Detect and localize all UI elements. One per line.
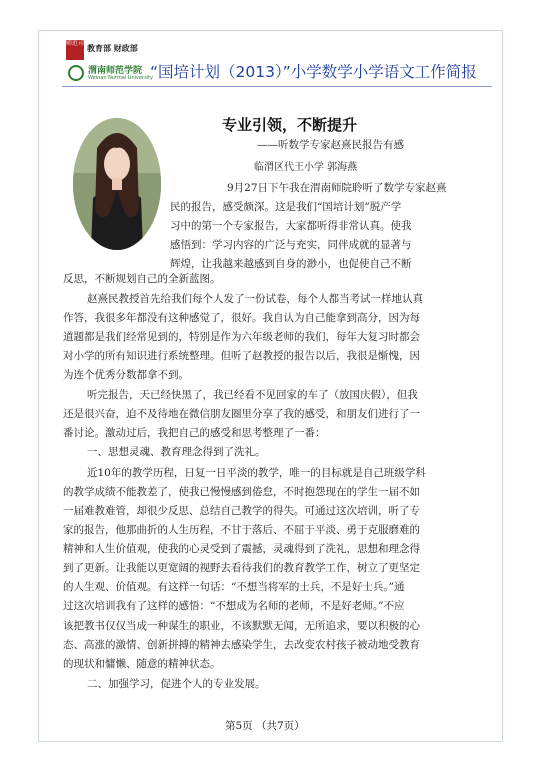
article-title: 专业引领，不断提升 — [222, 116, 358, 134]
header-divider — [62, 86, 492, 87]
body-line: 近10年的教学历程，日复一日平淡的教学，唯一的目标就是自己班级学科 — [87, 467, 426, 479]
body-line: 过这次培训我有了这样的感悟：“不想成为名师的老师，不是好老师。”不应 — [63, 600, 405, 612]
author-portrait-image — [73, 118, 161, 250]
body-line: 番讨论。激动过后，我把自己的感受和思考整理了一番： — [63, 427, 326, 439]
body-line: 到了更新。让我能以更宽阔的视野去看待我们的教育教学工作，树立了更坚定 — [63, 562, 420, 574]
body-line: 家的报告，他那曲折的人生历程，不甘于落后、不屈于平淡、勇于克服磨难的 — [63, 524, 420, 536]
body-line: 的教学成绩不能教差了，使我已慢慢感到倦怠，不时抱怨现在的学生一届不如 — [63, 486, 420, 498]
university-logo-icon — [68, 65, 84, 81]
body-line: 对小学的所有知识进行系统整理。但听了赵教授的报告以后，我很是惭愧，因 — [63, 350, 420, 362]
author-photo — [73, 118, 161, 250]
university-english-name: Weinan Normal University — [88, 75, 154, 81]
body-line: 作答，我很多年都没有这种感觉了，很好。我自认为自己能拿到高分，因为每 — [63, 312, 420, 324]
body-line: 民的报告，感受颇深。这是我们“国培计划”脱产学 — [170, 201, 402, 213]
ministry-name: 教育部 财政部 — [87, 44, 138, 53]
report-header — [62, 40, 492, 88]
body-line: 道题都是我们经常见到的，特别是作为六年级老师的我们，每年大复习时都会 — [63, 331, 420, 343]
body-line: 听完报告，天已经快黑了，我已经看不见回家的车了（放国庆假），但我 — [87, 389, 418, 401]
bulletin-title: “国培计划（2013）”小学数学小学语文工作简报 — [150, 63, 477, 81]
body-line: 习中的第一个专家报告，大家都听得非常认真。使我 — [170, 220, 412, 232]
body-line: 的现状和慵懒、随意的精神状态。 — [63, 658, 221, 670]
body-line: 为连个优秀分数都拿不到。 — [63, 369, 189, 381]
body-line: 反思，不断规划自己的全新蓝图。 — [63, 273, 221, 285]
ministry-seal-logo: 师范司 — [66, 40, 84, 60]
body-line: 9月27日下午我在渭南师院聆听了数学专家赵熹 — [227, 182, 447, 194]
body-line: 还是很兴奋，迫不及待地在微信朋友圈里分享了我的感受，和朋友们进行了一 — [63, 408, 420, 420]
article-author: 临渭区代王小学 郭海燕 — [254, 162, 358, 173]
body-line: 辉煌，让我越来越感到自身的渺小，也促使自己不断 — [170, 258, 412, 270]
body-line: 该把教书仅仅当成一种谋生的职业，不该默默无闻，无所追求，要以积极的心 — [63, 620, 420, 632]
body-line: 感悟到：学习内容的广泛与充实，同伴成就的显著与 — [170, 239, 412, 251]
body-line: 精神和人生价值观，使我的心灵受到了震撼，灵魂得到了洗礼，思想和理念得 — [63, 543, 420, 555]
university-name: 渭南师范学院 — [88, 66, 143, 76]
section-heading: 二、加强学习，促进个人的专业发展。 — [87, 678, 266, 690]
body-line: 赵熹民教授首先给我们每个人发了一份试卷，每个人都当考试一样地认真 — [87, 293, 423, 305]
section-heading: 一、思想灵魂、教育理念得到了洗礼。 — [87, 446, 266, 458]
article-subtitle: ——听数学专家赵熹民报告有感 — [257, 139, 404, 151]
body-line: 的人生观、价值观。有这样一句话：“不想当将军的士兵，不是好士兵。”通 — [63, 581, 405, 593]
body-line: 态、高涨的激情、创新拼搏的精神去感染学生，去改变农村孩子被动地受教育 — [63, 639, 420, 651]
body-line: 一届难教难管，却很少反思、总结自己教学的得失。可通过这次培训，听了专 — [63, 505, 420, 517]
page-number: 第5页 （共7页） — [225, 720, 305, 732]
